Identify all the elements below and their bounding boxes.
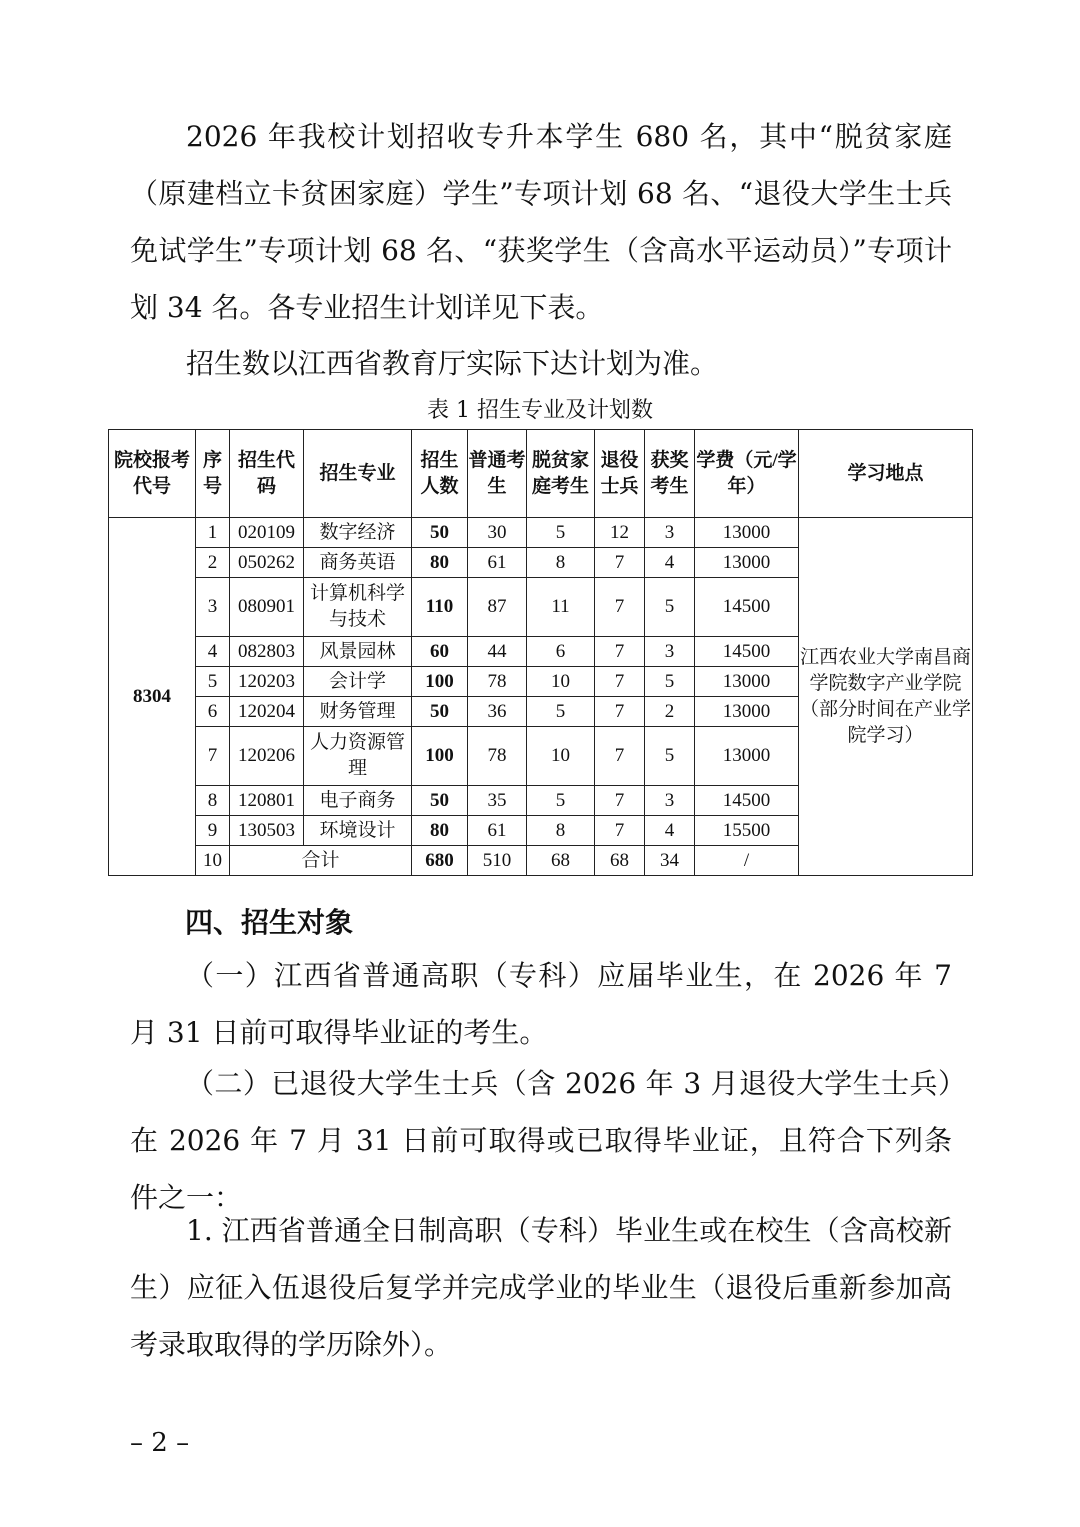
veteran-cell: 7 [595, 667, 645, 697]
award-cell: 3 [645, 637, 695, 667]
regular-cell: 78 [468, 727, 527, 786]
poverty-cell: 5 [527, 697, 595, 727]
total-cell: 100 [412, 727, 468, 786]
major-cell: 人力资源管理 [304, 727, 412, 786]
major-code-cell: 082803 [230, 637, 304, 667]
fee-cell: 13000 [695, 667, 799, 697]
seq-cell: 3 [196, 578, 230, 637]
section-paragraph-3: 1. 江西省普通全日制高职（专科）毕业生或在校生（含高校新生）应征入伍退役后复学并完成学业的毕业生（退役后重新参加高考录取取得的学历除外）。 [130, 1214, 952, 1361]
major-code-cell: 080901 [230, 578, 304, 637]
award-cell: 5 [645, 667, 695, 697]
award-cell: 5 [645, 727, 695, 786]
section-heading: 四、招生对象 [185, 906, 354, 939]
veteran-cell: 7 [595, 548, 645, 578]
total-cell: 80 [412, 816, 468, 846]
major-cell: 风景园林 [304, 637, 412, 667]
poverty-cell: 8 [527, 816, 595, 846]
major-cell: 财务管理 [304, 697, 412, 727]
poverty-cell: 11 [527, 578, 595, 637]
seq-cell: 4 [196, 637, 230, 667]
poverty-cell: 5 [527, 518, 595, 548]
table-header-row [109, 430, 973, 518]
seq-cell: 6 [196, 697, 230, 727]
award-cell: 3 [645, 786, 695, 816]
total-cell: 50 [412, 518, 468, 548]
header-regular: 普通考生 [468, 430, 527, 518]
header-seq: 序号 [196, 430, 230, 518]
header-veteran: 退役士兵 [595, 430, 645, 518]
poverty-cell: 6 [527, 637, 595, 667]
award-cell: 4 [645, 548, 695, 578]
fee-cell: 13000 [695, 548, 799, 578]
school-code-cell: 8304 [109, 518, 196, 876]
total-cell: 50 [412, 786, 468, 816]
poverty-cell: 8 [527, 548, 595, 578]
regular-cell: 87 [468, 578, 527, 637]
veteran-cell: 7 [595, 816, 645, 846]
fee-cell: 14500 [695, 637, 799, 667]
total-label-cell: 合计 [230, 846, 412, 876]
regular-cell: 30 [468, 518, 527, 548]
header-major: 招生专业 [304, 430, 412, 518]
section-paragraph-2: （二）已退役大学生士兵（含 2026 年 3 月退役大学生士兵）在 2026 年 7 月 31 日前可取得或已取得毕业证，且符合下列条件之一： [130, 1067, 952, 1214]
major-code-cell: 120203 [230, 667, 304, 697]
total-cell: 50 [412, 697, 468, 727]
regular-cell: 35 [468, 786, 527, 816]
veteran-cell: 68 [595, 846, 645, 876]
location-cell: 江西农业大学南昌商学院数字产业学院（部分时间在产业学院学习） [799, 518, 973, 876]
major-cell: 计算机科学与技术 [304, 578, 412, 637]
intro-paragraph-plan: 2026 年我校计划招收专升本学生 680 名，其中“脱贫家庭（原建档立卡贫困家庭）学生”专项计划 68 名、“退役大学生士兵免试学生”专项计划 68 名、“获奖学生（含高水平运动员）”专项计划 34 名。各专业招生计划详见下表。 [130, 120, 952, 324]
major-code-cell: 050262 [230, 548, 304, 578]
header-major-code: 招生代码 [230, 430, 304, 518]
regular-cell: 44 [468, 637, 527, 667]
award-cell: 5 [645, 578, 695, 637]
fee-cell: 13000 [695, 727, 799, 786]
table-caption: 表 1 招生专业及计划数 [427, 398, 653, 423]
major-cell: 商务英语 [304, 548, 412, 578]
table-row [109, 518, 973, 548]
award-cell: 4 [645, 816, 695, 846]
poverty-cell: 5 [527, 786, 595, 816]
veteran-cell: 7 [595, 697, 645, 727]
section-paragraph-1: （一）江西省普通高职（专科）应届毕业生，在 2026 年 7 月 31 日前可取得毕业证的考生。 [130, 959, 952, 1049]
veteran-cell: 7 [595, 578, 645, 637]
veteran-cell: 7 [595, 637, 645, 667]
total-cell: 100 [412, 667, 468, 697]
major-cell: 环境设计 [304, 816, 412, 846]
major-cell: 数字经济 [304, 518, 412, 548]
major-code-cell: 120206 [230, 727, 304, 786]
veteran-cell: 7 [595, 786, 645, 816]
enrollment-plan-table [108, 429, 973, 876]
total-cell: 110 [412, 578, 468, 637]
seq-cell: 1 [196, 518, 230, 548]
major-cell: 电子商务 [304, 786, 412, 816]
regular-cell: 36 [468, 697, 527, 727]
seq-cell: 5 [196, 667, 230, 697]
poverty-cell: 10 [527, 727, 595, 786]
seq-cell: 10 [196, 846, 230, 876]
header-poverty: 脱贫家庭考生 [527, 430, 595, 518]
seq-cell: 7 [196, 727, 230, 786]
regular-cell: 510 [468, 846, 527, 876]
award-cell: 34 [645, 846, 695, 876]
major-code-cell: 130503 [230, 816, 304, 846]
fee-cell: 13000 [695, 697, 799, 727]
intro-paragraph-note: 招生数以江西省教育厅实际下达计划为准。 [186, 347, 719, 380]
header-location: 学习地点 [799, 430, 973, 518]
poverty-cell: 10 [527, 667, 595, 697]
major-code-cell: 020109 [230, 518, 304, 548]
award-cell: 2 [645, 697, 695, 727]
header-award: 获奖考生 [645, 430, 695, 518]
veteran-cell: 12 [595, 518, 645, 548]
header-fee: 学费（元/学年） [695, 430, 799, 518]
major-code-cell: 120801 [230, 786, 304, 816]
seq-cell: 2 [196, 548, 230, 578]
award-cell: 3 [645, 518, 695, 548]
fee-cell: 14500 [695, 578, 799, 637]
poverty-cell: 68 [527, 846, 595, 876]
major-code-cell: 120204 [230, 697, 304, 727]
fee-cell: 15500 [695, 816, 799, 846]
fee-cell: / [695, 846, 799, 876]
total-cell: 680 [412, 846, 468, 876]
veteran-cell: 7 [595, 727, 645, 786]
seq-cell: 8 [196, 786, 230, 816]
total-cell: 60 [412, 637, 468, 667]
total-cell: 80 [412, 548, 468, 578]
header-school-code: 院校报考代号 [109, 430, 196, 518]
seq-cell: 9 [196, 816, 230, 846]
regular-cell: 61 [468, 548, 527, 578]
page-number: – 2 – [130, 1428, 190, 1458]
fee-cell: 13000 [695, 518, 799, 548]
major-cell: 会计学 [304, 667, 412, 697]
fee-cell: 14500 [695, 786, 799, 816]
header-total: 招生人数 [412, 430, 468, 518]
regular-cell: 78 [468, 667, 527, 697]
regular-cell: 61 [468, 816, 527, 846]
